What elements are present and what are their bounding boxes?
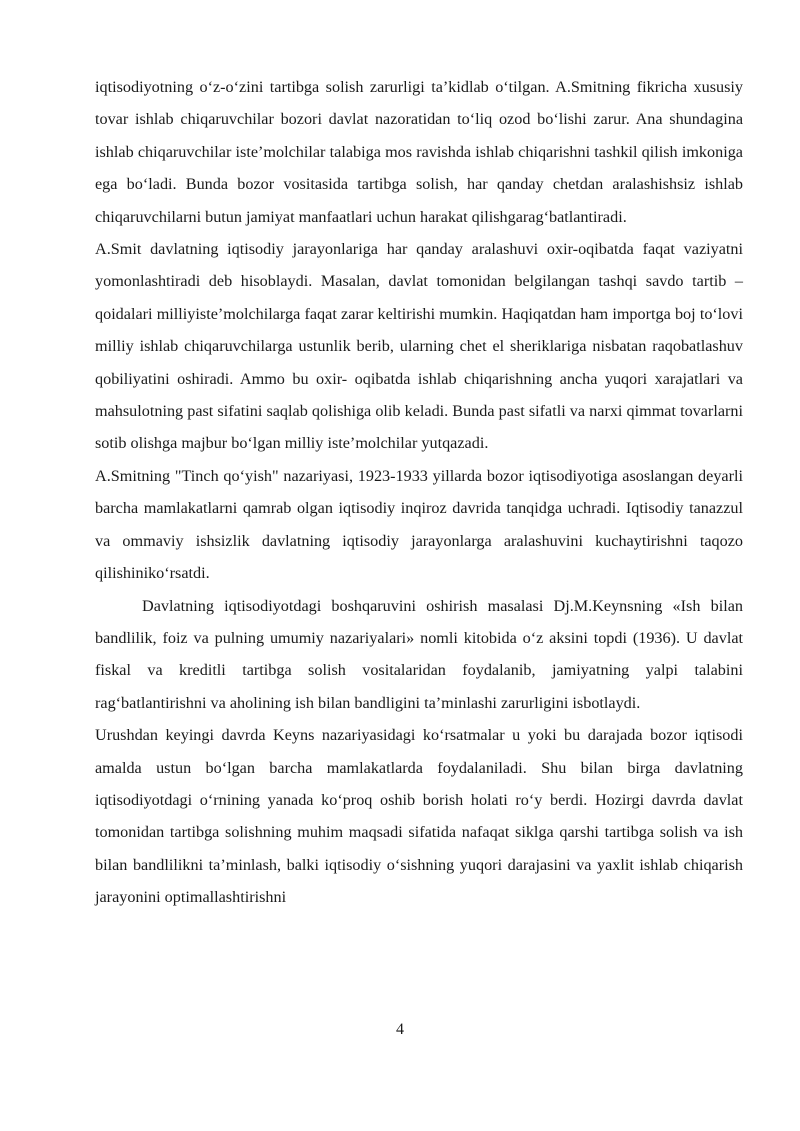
body-text (95, 71, 743, 914)
paragraph-4: Davlatning iqtisodiyotdagi boshqaruvini oshirish masalasi Dj.M.Keynsning «Ish bilan bandlilik, foiz va pulning umumiy nazariyalari» nomli kitobida o‘z aksini topdi (1936). U davlat fiskal va kreditli tartibga solish vositalaridan foydalanib, jamiyatning yalpi talabini rag‘batlantirishni va aholining ish bilan bandligini ta’minlashi zarurligini isbotlaydi. (95, 596, 743, 712)
paragraph-1: iqtisodiyotning o‘z-o‘zini tartibga solish zarurligi ta’kidlab o‘tilgan. A.Smitning fikricha xususiy tovar ishlab chiqaruvchilar bozori davlat nazoratidan to‘liq ozod bo‘lishi zarur. Ana shundagina ishlab chiqaruvchilar iste’molchilar talabiga mos ravishda ishlab chiqarishni tashkil qilish imkoniga ega bo‘ladi. Bunda bozor vositasida tartibga solish, har qanday chetdan aralashishsiz ishlab chiqaruvchilarni butun jamiyat manfaatlari uchun harakat qilishgarag‘batlantiradi. (95, 78, 743, 226)
paragraph-5: Urushdan keyingi davrda Keyns nazariyasidagi ko‘rsatmalar u yoki bu darajada bozor iqtisodi amalda ustun bo‘lgan barcha mamlakatlarda foydalaniladi. Shu bilan birga davlatning iqtisodiyotdagi o‘rnining yanada ko‘proq oshib borish holati ro‘y berdi. Hozirgi davrda davlat tomonidan tartibga solishning muhim maqsadi sifatida nafaqat siklga qarshi tartibga solish va ish bilan bandlilikni ta’minlash, balki iqtisodiy o‘sishning yuqori darajasini va yaxlit ishlab chiqarish jarayonini optimallashtirishni (95, 726, 743, 907)
page-number: 4 (396, 1021, 404, 1038)
paragraph-2: A.Smit davlatning iqtisodiy jarayonlariga har qanday aralashuvi oxir-oqibatda faqat vaziyatni yomonlashtiradi deb hisoblaydi. Masalan, davlat tomonidan belgilangan tashqi savdo tartib – qoidalari milliyiste’molchilarga faqat zarar keltirishi mumkin. Haqiqatdan ham importga boj to‘lovi milliy ishlab chiqaruvchilarga ustunlik berib, ularning chet el sheriklariga nisbatan raqobatlashuv qobiliyatini oshiradi. Ammo bu oxir- oqibatda ishlab chiqarishning ancha yuqori xarajatlari va mahsulotning past sifatini saqlab qolishiga olib keladi. Bunda past sifatli va narxi qimmat tovarlarni sotib olishga majbur bo‘lgan milliy iste’molchilar yutqazadi. (95, 240, 743, 453)
paragraph-3: A.Smitning "Tinch qo‘yish" nazariyasi, 1923-1933 yillarda bozor iqtisodiyotiga asoslangan deyarli barcha mamlakatlarni qamrab olgan iqtisodiy inqiroz davrida tanqidga uchradi. Iqtisodiy tanazzul va ommaviy ishsizlik davlatning iqtisodiy jarayonlarga aralashuvini kuchaytirishni taqozo qilishiniko‘rsatdi. (95, 466, 743, 583)
